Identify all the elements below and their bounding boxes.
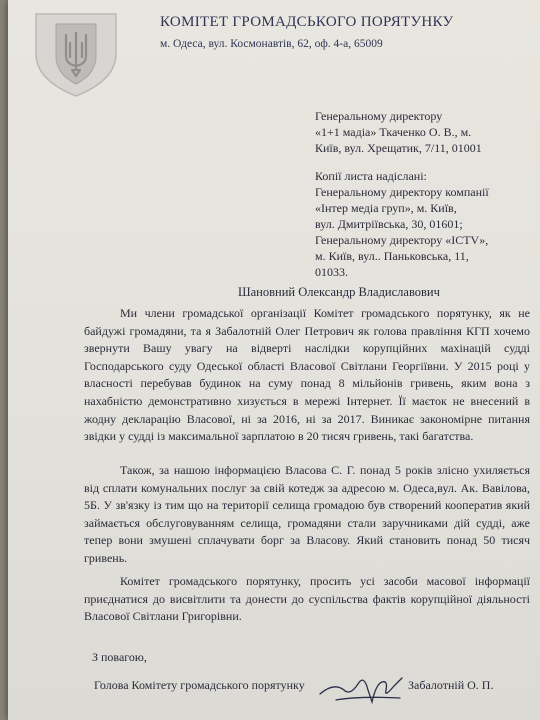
letter-page [8, 0, 540, 720]
trident-shield-logo-icon [30, 8, 122, 100]
copies-line: м. Київ, вул.. Паньковська, 11, [315, 249, 469, 263]
copies-block [315, 168, 535, 280]
copies-line: вул. Дмитріївська, 30, 01601; [315, 217, 463, 231]
copies-line: «Інтер медіа груп», м. Київ, [315, 201, 457, 215]
body-paragraph: Також, за нашою інформацією Власова С. Г. понад 5 років злісно ухиляється від сплати комунальних послуг за свій котедж за адресою м. Одеса,вул. Ак. Вавілова, 5Б. У зв'язку із тим що на території селища громадою був створений кооператив який займається обслуговуванням селища, громадяни стали заручниками дій судді, аже тепер вони змушені сплачувати борг за Власову. Який становить понад 50 тисяч гривень. [84, 463, 530, 565]
handwritten-signature-icon [316, 660, 406, 710]
recipient-line: Київ, вул. Хрещатик, 7/11, 01001 [315, 141, 482, 155]
organization-name: КОМІТЕТ ГРОМАДСЬКОГО ПОРЯТУНКУ [160, 14, 454, 30]
body-paragraph: Ми члени громадської організації Комітет громадського порятунку, як не байдужі громадяни, та я Забалотній Олег Петрович як голова правління КГП хочемо звернути Вашу увагу на відверті наслідки корупційних махінацій судді Господарського суду Одеської області Власової Світлани Георгіївни. У 2015 році у власності перебував будинок на суму понад 8 мільйонів гривень, яким вона з нахабністю демонстративно хизується в мережі Інтернет. Її маєток не внесений в жодну декларацію Власової, ні за 2016, ні за 2017. Виникає закономірне питання звідки у судді із максимальної зарплатою в 20 тисяч гривень, такі багатства. [84, 306, 530, 444]
recipient-block [315, 108, 535, 156]
signatory-title: Голова Комітету громадського порятунку [94, 678, 305, 692]
salutation: Шановний Олександр Владиславович [238, 285, 440, 299]
copies-line: Генеральному директору компанії [315, 185, 489, 199]
body-paragraph: Комітет громадського порятунку, просить усі засоби масової інформації приєднатися до висвітлити та донести до суспільства фактів корупційної діяльності Власової Світлани Григорівни. [84, 574, 530, 624]
organization-address: м. Одеса, вул. Космонавтів, 62, оф. 4-а, 65009 [160, 38, 383, 50]
copies-line: Копії листа надіслані: [315, 169, 427, 183]
recipient-line: «1+1 мадіа» Ткаченко О. В., м. [315, 125, 472, 139]
recipient-line: Генеральному директору [315, 109, 443, 123]
closing-phrase: З повагою, [92, 650, 147, 664]
copies-line: Генеральному директору «ICTV», [315, 233, 489, 247]
signatory-name: Забалотній О. П. [408, 678, 494, 692]
copies-line: 01033. [315, 265, 348, 279]
